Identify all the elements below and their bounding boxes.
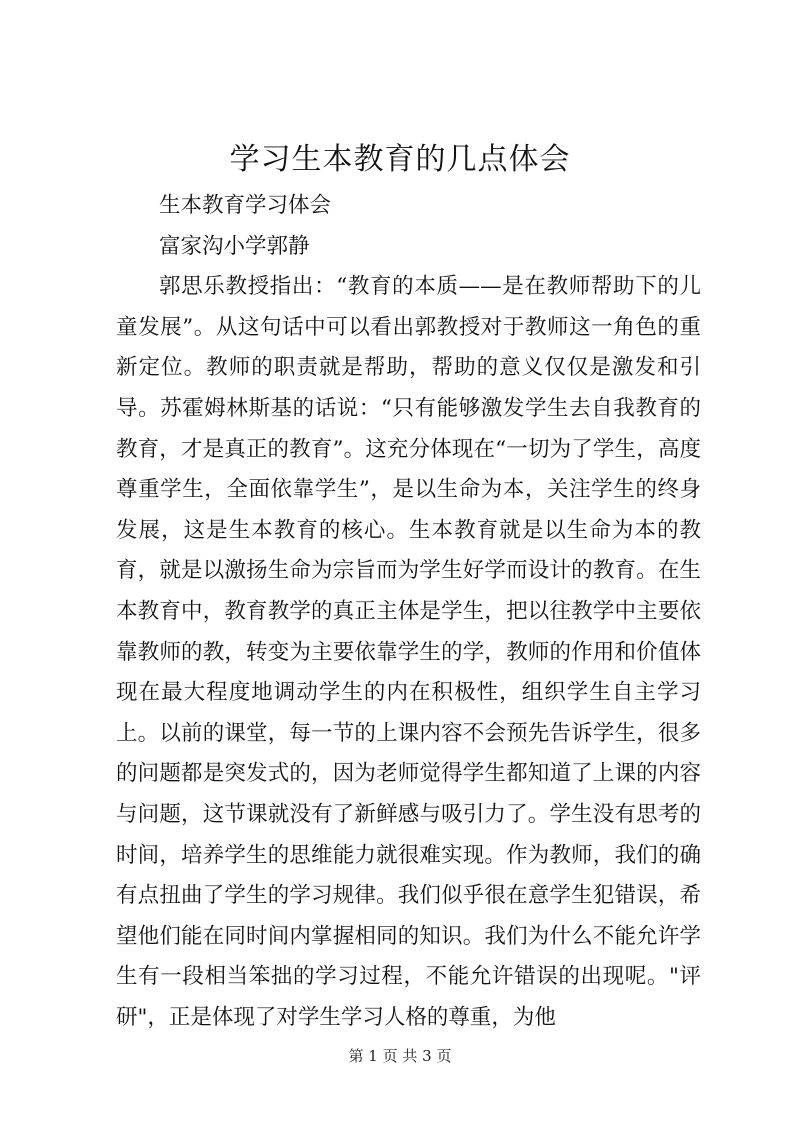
subtitle-line: 生本教育学习体会: [159, 193, 332, 218]
document-title: 学习生本教育的几点体会: [229, 142, 571, 177]
page-footer: 第 1 页 共 3 页: [348, 1047, 452, 1065]
author-line: 富家沟小学郭静: [159, 233, 310, 259]
body-paragraph: 郭思乐教授指出：“教育的本质——是在教师帮助下的儿童发展”。从这句话中可以看出郭教授对于教师这一角色的重新定位。教师的职责就是帮助，帮助的意义仅仅是激发和引导。苏霍姆林斯基的话说：“只有能够激发学生去自我教育的教育，才是真正的教育”。这充分体现在“一切为了学生，高度尊重学生，全面依靠学生”，是以生命为本，关注学生的终身发展，这是生本教育的核心。生本教育就是以生命为本的教育，就是以激扬生命为宗旨而为学生好学而设计的教育。在生本教育中，教育教学的真正主体是学生，把以往教学中主要依靠教师的教，转变为主要依靠学生的学，教师的作用和价值体现在最大程度地调动学生的内在积极性，组织学生自主学习上。以前的课堂，每一节的上课内容不会预先告诉学生，很多的问题都是突发式的，因为老师觉得学生都知道了上课的内容与问题，这节课就没有了新鲜感与吸引力了。学生没有思考的时间，培养学生的思维能力就很难实现。作为教师，我们的确有点扭曲了学生的学习规律。我们似乎很在意学生犯错误，希望他们能在同时间内掌握相同的知识。我们为什么不能允许学生有一段相当笨拙的学习过程，不能允许错误的出现呢。"评研"，正是体现了对学生学习人格的尊重，为他: [116, 274, 701, 1030]
document-body: [116, 186, 701, 1038]
